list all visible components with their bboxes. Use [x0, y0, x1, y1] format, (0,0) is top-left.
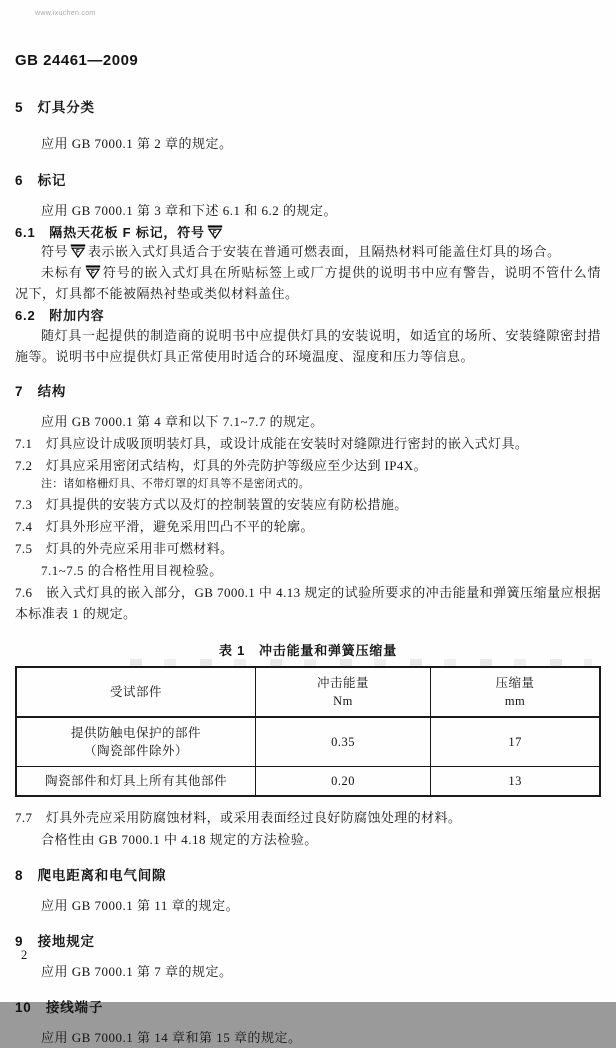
column-header-part: [16, 667, 255, 717]
clause-7-6: 7.6 嵌入式灯具的嵌入部分，GB 7000.1 中 4.13 规定的试验所要求的冲击能量和弹簧压缩量应根据本标准表 1 的规定。: [15, 585, 601, 621]
clause-7-3: 7.3 灯具提供的安装方式以及灯的控制装置的安装应有防松措施。: [15, 497, 408, 512]
paragraph-text: 未标有: [41, 265, 83, 280]
cell-text: 陶瓷部件和灯具上所有其他部件: [44, 774, 227, 788]
column-header-text: 受试部件: [109, 685, 162, 699]
svg-text:F: F: [212, 230, 217, 237]
table-row: [16, 767, 600, 797]
f-mark-icon: [207, 225, 223, 239]
cell-impact-energy: 0.20: [255, 767, 430, 797]
watermark-text: www.ixuchen.com: [35, 10, 96, 17]
paragraph-text: 表示嵌入式灯具适合于安装在普通可燃表面，且隔热材料可能盖住灯具的场合。: [88, 244, 561, 259]
page-number: 2: [21, 948, 28, 962]
section-6-1-paragraph-1: [15, 241, 601, 262]
section-6-2-title: 6.2 附加内容: [15, 308, 105, 323]
section-6-1-paragraph-2: [15, 262, 601, 304]
section-7-title: 7 结构: [15, 384, 67, 399]
clause-7-7-check: 合格性由 GB 7000.1 中 4.18 规定的方法检验。: [41, 832, 318, 847]
cell-part: [16, 767, 255, 797]
paragraph-text: 符号: [41, 244, 69, 259]
section-10-paragraph: 应用 GB 7000.1 第 14 章和第 15 章的规定。: [41, 1030, 302, 1045]
clause-7-4: 7.4 灯具外形应平滑，避免采用凹凸不平的轮廓。: [15, 519, 314, 534]
cell-impact-energy: 0.35: [255, 717, 430, 767]
table-1-caption: 表 1 冲击能量和弹簧压缩量: [218, 643, 398, 658]
standard-number: GB 24461—2009: [15, 52, 139, 69]
column-unit-text: mm: [504, 694, 526, 708]
svg-text:F: F: [75, 249, 81, 256]
section-6-1-title: [15, 222, 601, 241]
clause-7-2-note: 注：诸如格栅灯具、不带灯罩的灯具等不是密闭式的。: [41, 478, 310, 490]
column-header-impact-energy: [255, 667, 430, 717]
section-9-title: 9 接地规定: [15, 934, 95, 949]
table-header-row: [16, 667, 600, 717]
table-row: [16, 717, 600, 767]
column-header-text: 压缩量: [495, 676, 535, 690]
column-header-compression: [431, 667, 600, 717]
clause-7-1-5-check: 7.1~7.5 的合格性用目视检验。: [41, 563, 223, 578]
clause-7-5: 7.5 灯具的外壳应采用非可燃材料。: [15, 541, 234, 556]
column-unit-text: Nm: [333, 694, 353, 708]
cell-text: 提供防触电保护的部件: [70, 726, 201, 740]
section-10-title: 10 接线端子: [15, 1000, 104, 1015]
paragraph-text: 符号的嵌入式灯具在所贴标签上或厂方提供的说明书中应有警告，说明不管什么情况下，灯具都不能被隔热衬垫或类似材料盖住。: [15, 265, 601, 301]
column-header-text: 冲击能量: [317, 676, 370, 690]
section-9-paragraph: 应用 GB 7000.1 第 7 章的规定。: [41, 964, 233, 979]
cell-part: [16, 717, 255, 767]
cell-text: （陶瓷部件除外）: [83, 744, 188, 758]
section-6-1-title-text: 6.1 隔热天花板 F 标记，符号: [15, 225, 205, 240]
section-8-title: 8 爬电距离和电气间隙: [15, 868, 167, 883]
section-5-paragraph: 应用 GB 7000.1 第 2 章的规定。: [41, 136, 233, 151]
f-mark-icon: [85, 265, 101, 279]
svg-text:F: F: [90, 270, 95, 277]
clause-7-2: 7.2 灯具应采用密闭式结构，灯具的外壳防护等级应至少达到 IP4X。: [15, 458, 427, 473]
section-6-2-paragraph: 随灯具一起提供的制造商的说明书中应提供灯具的安装说明，如适宜的场所、安装缝隙密封措施等。说明书中应提供灯具正常使用时适合的环境温度、湿度和压力等信息。: [15, 328, 601, 364]
clause-7-1: 7.1 灯具应设计成吸顶明装灯具，或设计成能在安装时对缝隙进行密封的嵌入式灯具。: [15, 436, 529, 451]
f-mark-icon: [70, 244, 86, 258]
section-6-paragraph: 应用 GB 7000.1 第 3 章和下述 6.1 和 6.2 的规定。: [41, 203, 338, 218]
table-1: [15, 666, 601, 797]
cell-compression: 13: [431, 767, 600, 797]
section-6-title: 6 标记: [15, 173, 67, 188]
clause-7-7: 7.7 灯具外壳应采用防腐蚀材料，或采用表面经过良好防腐蚀处理的材料。: [15, 810, 462, 825]
section-5-title: 5 灯具分类: [15, 100, 95, 115]
cell-compression: 17: [431, 717, 600, 767]
clause-7-0: 应用 GB 7000.1 第 4 章和以下 7.1~7.7 的规定。: [41, 414, 324, 429]
section-8-paragraph: 应用 GB 7000.1 第 11 章的规定。: [41, 898, 240, 913]
